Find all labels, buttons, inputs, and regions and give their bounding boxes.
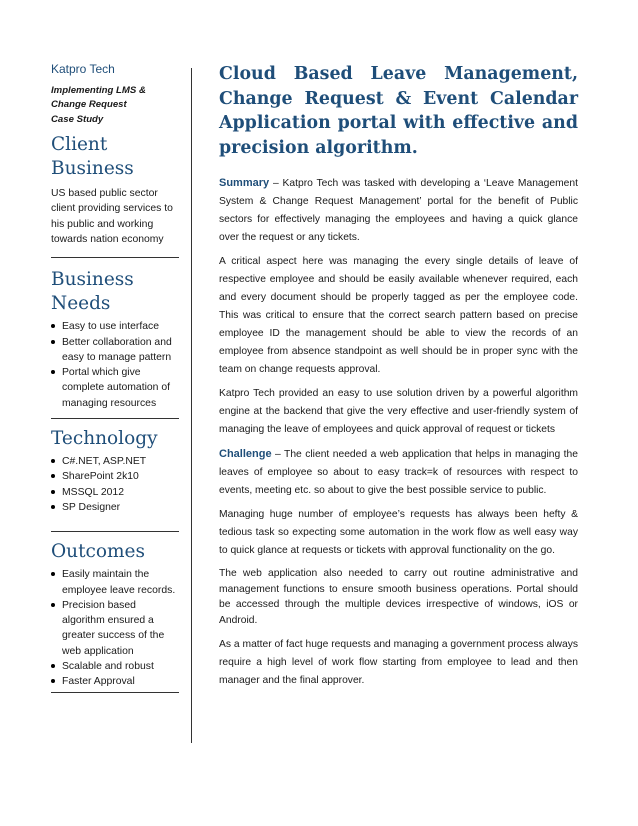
summary-text: – Katpro Tech was tasked with developing a ‘Leave Management System & Change Request Management’ portal for the benefit of Public sectors for effectively managing the employees and having a quick glance over the request or any tickets. <box>219 178 578 243</box>
list-item: Precision based algorithm ensured a greater success of the web application <box>51 598 179 659</box>
client-business-text: US based public sector client providing services to his public and working towards nation economy <box>51 188 173 245</box>
list-item: Scalable and robust <box>51 659 179 674</box>
business-needs-heading <box>51 268 179 316</box>
heading-line: Client <box>51 134 108 156</box>
client-business-section <box>51 133 179 258</box>
list-item: SharePoint 2k10 <box>51 469 179 484</box>
outcomes-section <box>51 540 179 692</box>
challenge-label: Challenge <box>219 448 272 460</box>
outcomes-list <box>51 567 179 691</box>
challenge-paragraph <box>219 445 578 500</box>
body-paragraph: Managing huge number of employee’s requests has always been hefty & tedious task so expecting some automation in the work flow as well easy way to quick glance at requests or tickets with approval functionality on the go. <box>219 509 578 556</box>
heading-line: Business <box>51 158 134 180</box>
heading-line: Business <box>51 269 134 291</box>
body-paragraph: A critical aspect here was managing the every single details of leave of respective employee and should be easily available whenever required, each and every document should be properly tagged as per the employee code. This was critical to ensure that the correct search pattern based on precise employee ID the management should be able to view the records of an employee from absence standpoint as well should be in proper sync with the team on change requests approval. <box>219 256 578 375</box>
document-title: Cloud Based Leave Management, Change Request & Event Calendar Application portal with effective and precision algorithm. <box>219 64 578 158</box>
summary-label: Summary <box>219 177 270 189</box>
summary-paragraph <box>219 174 578 247</box>
body-paragraph: Katpro Tech provided an easy to use solution driven by a powerful algorithm engine at the backend that give the very effective and user-friendly system of managing the leave of employees and quick approval of request or tickets <box>219 388 578 435</box>
list-item: MSSQL 2012 <box>51 485 179 500</box>
technology-list <box>51 454 179 531</box>
client-business-heading <box>51 133 179 181</box>
technology-section <box>51 427 179 532</box>
list-item: Faster Approval <box>51 674 179 689</box>
heading-line: Needs <box>51 293 111 315</box>
company-name: Katpro Tech <box>51 62 115 76</box>
body-paragraph: The web application also needed to carry out routine administrative and management functions to ensure smooth business operations. Portal should be accessed through the multiple devices irrespective of windows, iOS or Android. <box>219 568 578 626</box>
main-content <box>219 62 578 696</box>
list-item: Better collaboration and easy to manage pattern <box>51 335 179 366</box>
business-needs-list <box>51 319 179 418</box>
subtitle-line: Change Request <box>51 99 127 111</box>
column-divider <box>191 68 192 743</box>
sidebar <box>51 62 179 693</box>
business-needs-section <box>51 268 179 419</box>
technology-heading: Technology <box>51 428 158 450</box>
list-item: Easy to use interface <box>51 319 179 334</box>
list-item: Portal which give complete automation of managing resources <box>51 365 179 411</box>
list-item: Easily maintain the employee leave records. <box>51 567 179 598</box>
list-item: C#.NET, ASP.NET <box>51 454 179 469</box>
challenge-text: – The client needed a web application that helps in managing the leaves of employee so about to easy track=k of resources with respect to events, meeting etc. so about to give the best possible service to public. <box>219 449 578 496</box>
subtitle-line: Implementing LMS & <box>51 84 146 96</box>
body-paragraph: As a matter of fact huge requests and managing a government process always require a high level of work flow starting from employee to lead and then manager and the final approver. <box>219 639 578 687</box>
outcomes-heading: Outcomes <box>51 541 145 563</box>
subtitle-line: Case Study <box>51 113 104 125</box>
list-item: SP Designer <box>51 500 179 515</box>
case-study-subtitle <box>51 84 179 128</box>
